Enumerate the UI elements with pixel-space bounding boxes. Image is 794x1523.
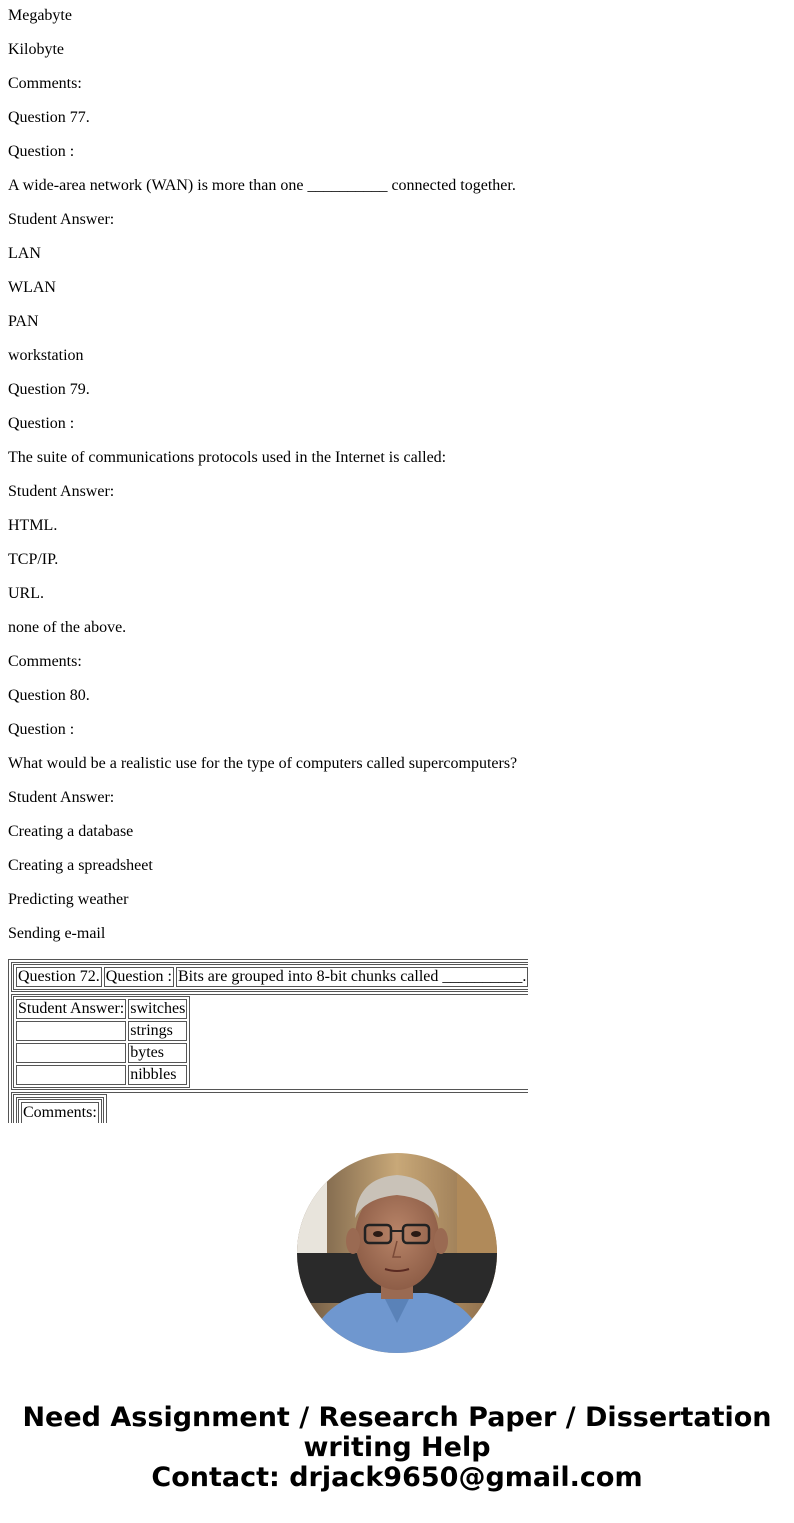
answer-option: nibbles [128, 1065, 187, 1085]
text-line: Question 77. [8, 109, 90, 126]
question-header-cell [11, 962, 528, 992]
text-line: Sending e-mail [8, 925, 106, 942]
question-text: Bits are grouped into 8-bit chunks called __________. [178, 968, 527, 985]
text-line: Question : [8, 721, 75, 738]
text-line: Kilobyte [8, 41, 64, 58]
text-line: Question 80. [8, 687, 90, 704]
answer-option: strings [128, 1021, 187, 1041]
promo-banner [0, 1403, 794, 1493]
text-line: LAN [8, 245, 41, 262]
text-line: Student Answer: [8, 483, 115, 500]
promo-line-2: writing Help [303, 1432, 491, 1463]
portrait-image [297, 1153, 497, 1353]
comments-outer-table [13, 1094, 107, 1123]
question-header-table [13, 964, 528, 990]
text-line: What would be a realistic use for the type of computers called supercomputers? [8, 755, 518, 772]
text-line: URL. [8, 585, 44, 602]
answer-option: bytes [128, 1043, 187, 1063]
question-72-table [8, 959, 528, 1123]
answers-cell [11, 994, 528, 1090]
author-photo [297, 1153, 497, 1353]
promo-contact: Contact: drjack9650@gmail.com [151, 1462, 643, 1493]
comments-label: Comments: [21, 1102, 99, 1123]
student-answer-label: Student Answer: [18, 1000, 125, 1017]
comments-wrap [16, 1097, 104, 1123]
comments-table [18, 1099, 102, 1123]
text-line: Predicting weather [8, 891, 129, 908]
text-line: Question : [8, 143, 75, 160]
question-text-list [8, 0, 517, 952]
question-number: Question 72. [18, 968, 100, 985]
blank-cell [16, 1043, 126, 1063]
text-line: Creating a spreadsheet [8, 857, 153, 874]
text-line: Student Answer: [8, 211, 115, 228]
text-line: Creating a database [8, 823, 134, 840]
promo-line-1: Need Assignment / Research Paper / Dissertation [22, 1402, 772, 1433]
text-line: The suite of communications protocols used in the Internet is called: [8, 449, 447, 466]
text-line: PAN [8, 313, 39, 330]
text-line: Comments: [8, 75, 82, 92]
text-line: workstation [8, 347, 84, 364]
text-line: A wide-area network (WAN) is more than one __________ connected together. [8, 177, 516, 194]
blank-cell [16, 1065, 126, 1085]
comments-cell [11, 1092, 528, 1123]
text-line: TCP/IP. [8, 551, 59, 568]
answers-table [13, 996, 190, 1088]
text-line: Comments: [8, 653, 82, 670]
text-line: Question : [8, 415, 75, 432]
text-line: none of the above. [8, 619, 127, 636]
answer-option: switches [130, 1000, 186, 1017]
text-line: Student Answer: [8, 789, 115, 806]
question-72-outer-table [8, 959, 528, 1123]
text-line: WLAN [8, 279, 56, 296]
text-line: Megabyte [8, 7, 72, 24]
question-label: Question : [105, 968, 172, 985]
text-line: HTML. [8, 517, 58, 534]
text-line: Question 79. [8, 381, 90, 398]
blank-cell [16, 1021, 126, 1041]
